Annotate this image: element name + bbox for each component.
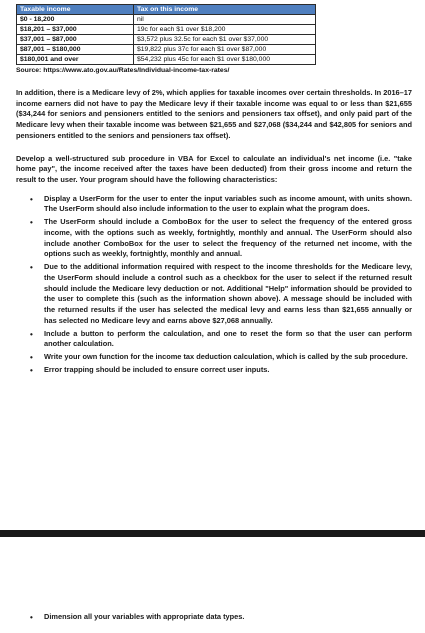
table-row: [17, 35, 316, 45]
column-header-taxable-income: Taxable income: [17, 5, 134, 15]
table-cell-tax: $3,572 plus 32.5c for each $1 over $37,000: [134, 35, 316, 45]
table-cell-tax: $19,822 plus 37c for each $1 over $87,000: [134, 45, 316, 55]
table-row: [17, 55, 316, 65]
list-item: [30, 262, 412, 326]
list-item: [30, 328, 412, 350]
bullet-icon: •: [30, 353, 33, 362]
table-header-row: [17, 5, 316, 15]
requirement-text: The UserForm should include a ComboBox for the user to select the frequency of the entered gross income, with the options such as weekly, fortnightly, monthly and annual. The UserForm should also include another ComboBox for the user to select the frequency of the returned net income, with the options such as weekly, fortnightly, monthly and annual.: [44, 217, 412, 259]
requirements-list: [14, 194, 412, 376]
bullet-icon: •: [30, 613, 33, 622]
requirement-text: Error trapping should be included to ensure correct user inputs.: [44, 364, 270, 374]
bullet-icon: •: [30, 218, 33, 228]
table-cell-tax: nil: [134, 15, 316, 25]
table-cell-tax: $54,232 plus 45c for each $1 over $180,000: [134, 55, 316, 65]
list-item: [30, 612, 404, 623]
table-cell-income: $37,001 – $87,000: [17, 35, 134, 45]
requirement-text: Include a button to perform the calculation, and one to reset the form so that the user can perform another calculation.: [44, 328, 412, 349]
table-cell-tax: 19c for each $1 over $18,200: [134, 25, 316, 35]
table-row: [17, 45, 316, 55]
requirement-text: Display a UserForm for the user to enter the input variables such as income amount, with units shown. The UserForm should also include information to the user to explain what the program does.: [44, 193, 412, 214]
medicare-levy-paragraph: In addition, there is a Medicare levy of 2%, which applies for taxable incomes over certain thresholds. In 2016–17 income earners did not have to pay the Medicare levy if their taxable income was equal to or less than $21,655 ($34,244 for seniors and pensioners entitled to the seniors and pensioners tax offset), and only paid part of the Medicare levy when their taxable income was between $21,655 and $27,068 ($34,244 and $42,805 for seniors and pensioners entitled to the seniors and pensioners tax offset).: [16, 87, 412, 140]
tax-rates-table: [16, 4, 316, 65]
task-description-paragraph: Develop a well-structured sub procedure in VBA for Excel to calculate an individual's net income (i.e. "take home pay", the income received after the taxes have been deducted) from their gross income and return the result to the user. Your program should have the following characteristics:: [16, 153, 412, 184]
bullet-icon: •: [30, 263, 33, 273]
table-row: [17, 15, 316, 25]
list-item: [30, 364, 412, 376]
table-cell-income: $87,001 – $180,000: [17, 45, 134, 55]
table-cell-income: $0 - 18,200: [17, 15, 134, 25]
requirement-text: Due to the additional information required with respect to the income thresholds for the Medicare levy, the UserForm should include a control such as a checkbox for the user to select if the returned result should include the Medicare levy deduction or not. Additional "Help" information should be provided to the user to complete this (such as the information shown above). A message should be included with the returned results if the user has selected the medical levy and earns less than $21,655 annually or has selected no Medicare levy and earns above $27,068 annually.: [44, 262, 412, 325]
table-cell-income: $180,001 and over: [17, 55, 134, 65]
page-break-divider: [0, 530, 425, 537]
document-body: [14, 4, 412, 377]
requirement-text: Write your own function for the income tax deduction calculation, which is called by the sub procedure.: [44, 352, 408, 361]
source-citation: Source: https://www.ato.gov.au/Rates/Individual-income-tax-rates/: [16, 67, 230, 74]
list-item: [30, 352, 412, 363]
table-cell-income: $18,201 – $37,000: [17, 25, 134, 35]
list-item: [30, 193, 412, 215]
bullet-icon: •: [30, 194, 33, 204]
list-item: [30, 217, 412, 260]
bullet-icon: •: [30, 365, 33, 375]
table-row: [17, 25, 316, 35]
bullet-icon: •: [30, 329, 33, 339]
requirement-text: Dimension all your variables with appropriate data types.: [44, 612, 245, 621]
column-header-tax-on-income: Tax on this income: [134, 5, 316, 15]
